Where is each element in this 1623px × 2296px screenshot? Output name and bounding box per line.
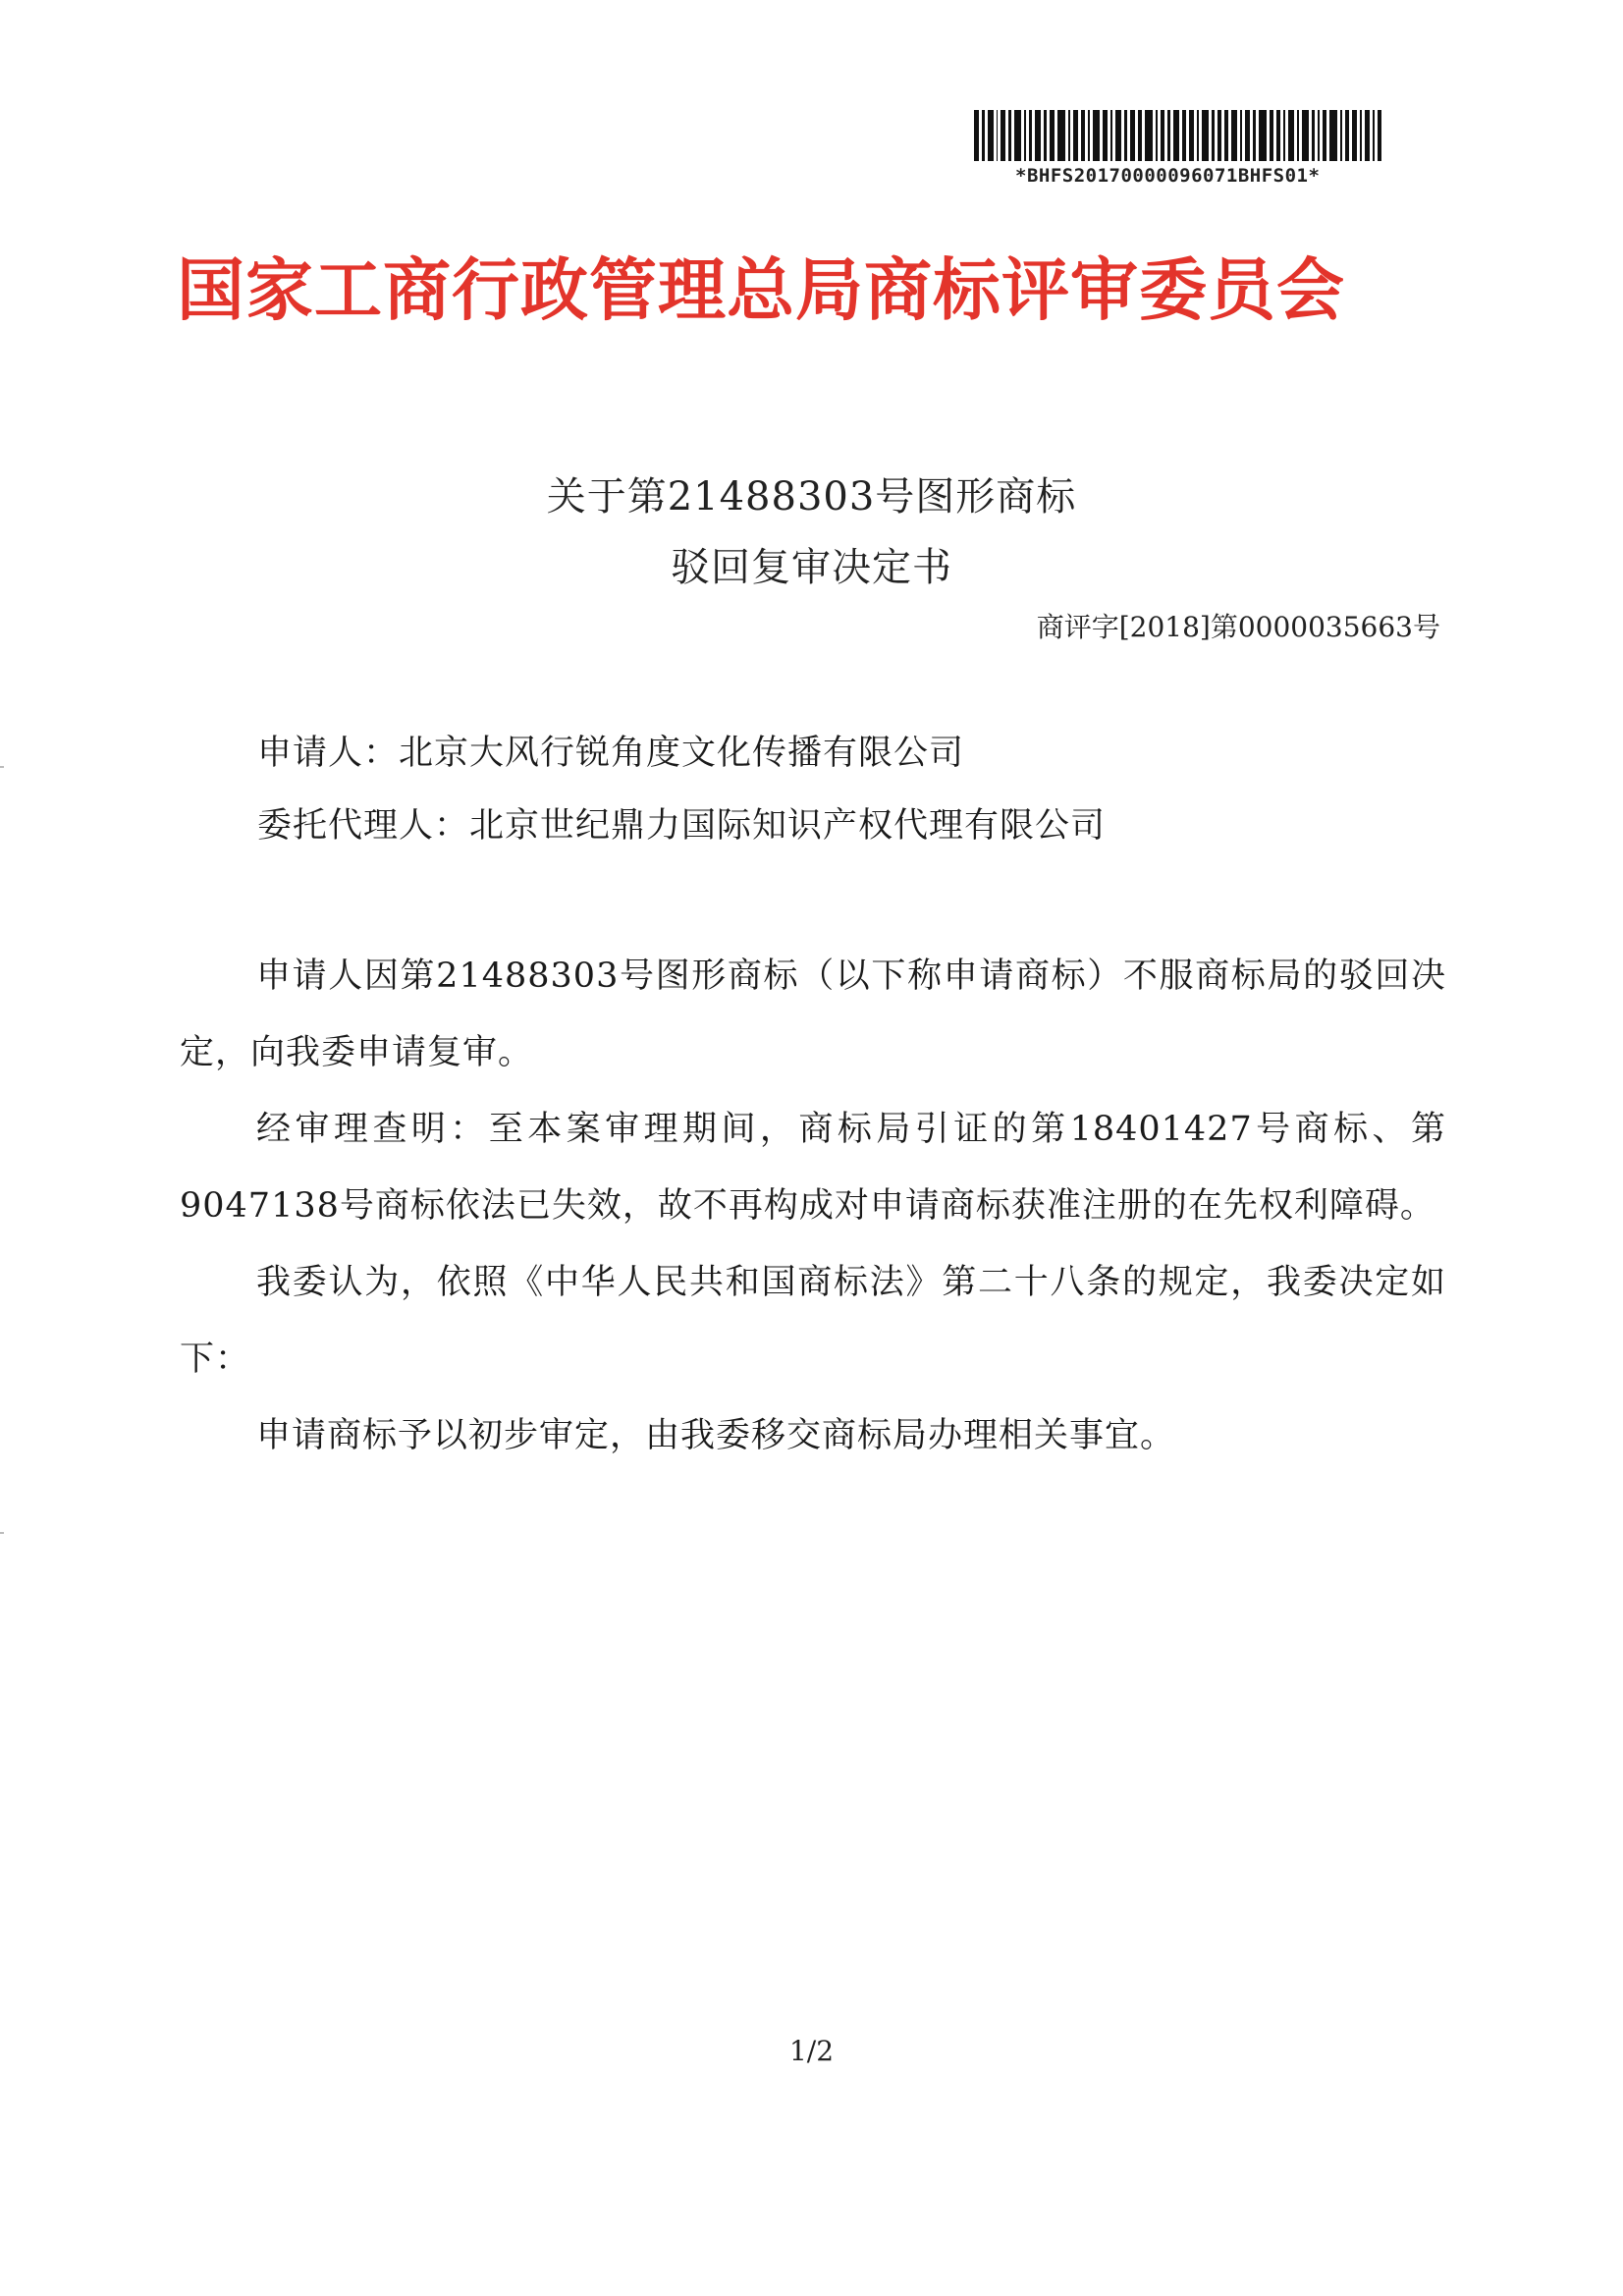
body-section <box>180 938 1446 1474</box>
page-number: 1/2 <box>788 2035 835 2067</box>
paragraph-decision: 申请商标予以初步审定，由我委移交商标局办理相关事宜。 <box>256 1416 1176 1455</box>
document-title-line1: 关于第21488303号图形商标 <box>546 474 1077 519</box>
document-title-line2: 驳回复审决定书 <box>671 545 952 590</box>
barcode-caption: *BHFS20170000096071BHFS01* <box>1015 165 1321 187</box>
paragraph-findings: 经审理查明：至本案审理期间，商标局引证的第18401427号商标、第9047138号商标依法已失效，故不再构成对申请商标获准注册的在先权利障碍。 <box>180 1110 1446 1226</box>
scan-edge-mark <box>0 766 4 768</box>
applicant-line: 申请人：北京大风行锐角度文化传播有限公司 <box>257 734 965 773</box>
paragraph-reasoning: 我委认为，依照《中华人民共和国商标法》第二十八条的规定，我委决定如下： <box>180 1263 1446 1379</box>
barcode-icon <box>974 110 1384 161</box>
document-number: 商评字[2018]第0000035663号 <box>1036 611 1440 643</box>
scan-edge-mark <box>0 1532 4 1534</box>
agency-heading: 国家工商行政管理总局商标评审委员会 <box>177 251 1345 330</box>
agent-line: 委托代理人：北京世纪鼎力国际知识产权代理有限公司 <box>257 806 1107 846</box>
paragraph-request: 申请人因第21488303号图形商标（以下称申请商标）不服商标局的驳回决定，向我委申请复审。 <box>180 957 1446 1072</box>
